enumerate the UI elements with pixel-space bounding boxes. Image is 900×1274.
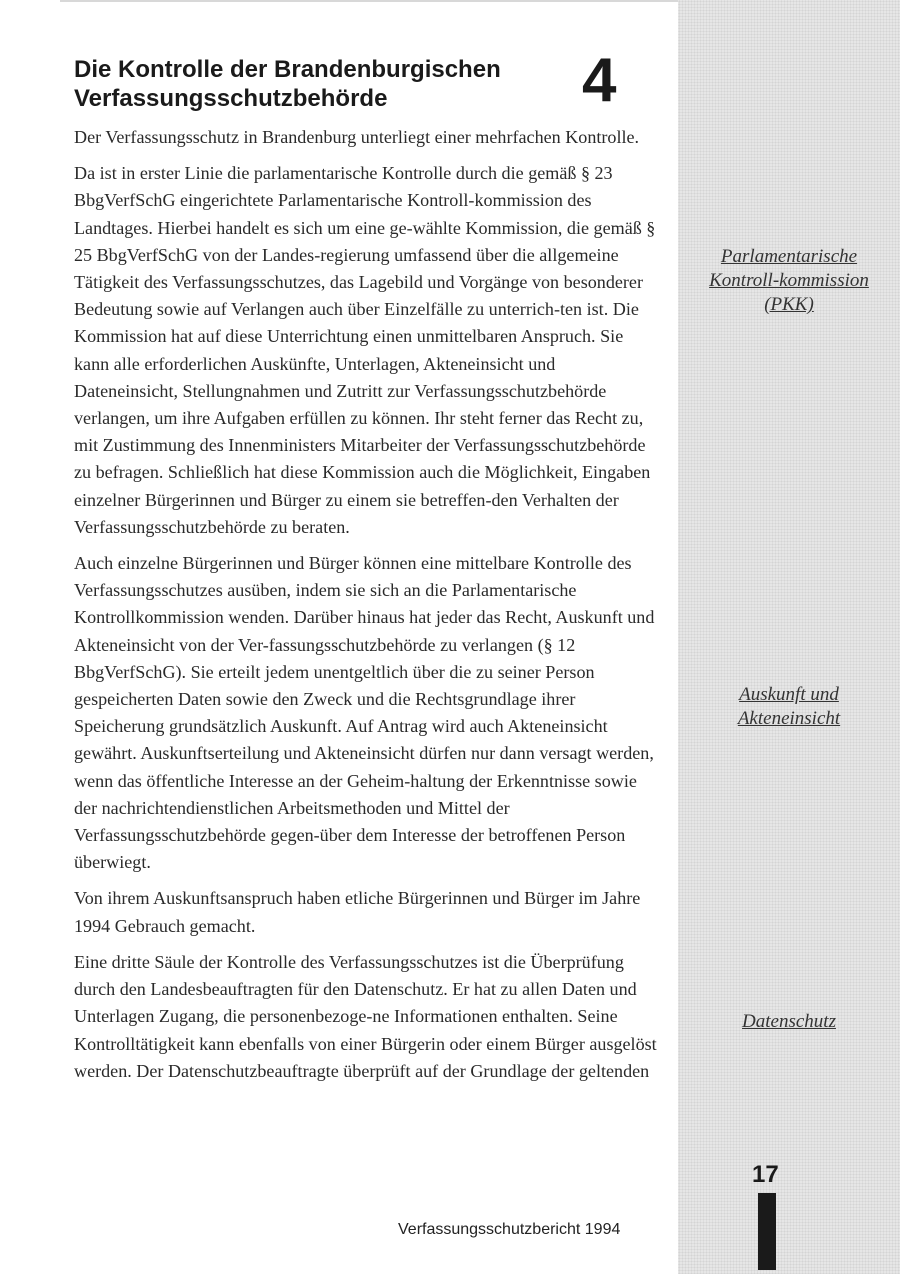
chapter-title-line2: Verfassungsschutzbehörde — [74, 85, 388, 112]
paragraph-1994: Von ihrem Auskunftsanspruch haben etliche Bürgerinnen und Bürger im Jahre 1994 Gebrauch gemacht. — [74, 888, 641, 936]
margin-note-datenschutz: Datenschutz — [742, 1011, 836, 1032]
paragraph-intro: Der Verfassungsschutz in Brandenburg unterliegt einer mehrfachen Kontrolle. — [74, 127, 640, 147]
chapter-number: 4 — [582, 46, 617, 115]
margin-column — [678, 0, 900, 1274]
chapter-title — [74, 55, 574, 113]
page-footer: Verfassungsschutzbericht 1994 — [398, 1221, 621, 1238]
margin-note-pkk: Parlamentarische Kontroll-kommission (PKK) — [709, 246, 869, 315]
paragraph-pkk: Da ist in erster Linie die parlamentarische Kontrolle durch die gemäß § 23 BbgVerfSchG eingerichtete Parlamentarische Kontroll-kommission des Landtages. Hierbei handelt es sich um eine ge-wählte Kommission, die gemäß § 25 BbgVerfSchG von der Landes-regierung umfassend über die allgemeine Tätigkeit des Verfassungsschutzes, das Lagebild und Vorgänge von besonderer Bedeutung sowie auf Verlangen auch über Einzelfälle zu unterrich-ten ist. Die Kommission hat auf diese Unterrichtung einen unmittelbaren Anspruch. Sie kann alle erforderlichen Auskünfte, Unterlagen, Akteneinsicht und Dateneinsicht, Stellungnahmen und Zutritt zur Verfassungsschutzbehörde verlangen, um ihre Aufgaben erfüllen zu können. Ihr steht ferner das Recht zu, mit Zustimmung des Innenministers Mitarbeiter der Verfassungsschutzbehörde zu befragen. Schließlich hat diese Kommission auch die Möglichkeit, Eingaben einzelner Bürgerinnen und Bürger zu einem sie betreffen-den Verhalten der Verfassungsschutzbehörde zu beraten. — [74, 163, 656, 537]
top-divider — [60, 0, 680, 2]
page-number: 17 — [752, 1161, 779, 1188]
margin-note-auskunft: Auskunft und Akteneinsicht — [737, 684, 841, 729]
chapter-title-line1: Die Kontrolle der Brandenburgischen — [74, 56, 501, 83]
body-text — [74, 124, 659, 1094]
page-marker-bar — [758, 1193, 776, 1270]
paragraph-datenschutz: Eine dritte Säule der Kontrolle des Verfassungsschutzes ist die Überprüfung durch den Landesbeauftragten für den Datenschutz. Er hat zu allen Daten und Unterlagen Zugang, die personenbezoge-ne Informationen enthalten. Seine Kontrolltätigkeit kann ebenfalls von einer Bürgerin oder einem Bürger ausgelöst werden. Der Datenschutzbeauftragte überprüft auf der Grundlage der geltenden — [74, 951, 657, 1081]
paragraph-auskunft: Auch einzelne Bürgerinnen und Bürger können eine mittelbare Kontrolle des Verfassungsschutzes ausüben, indem sie sich an die Parlamentarische Kontrollkommission wenden. Darüber hinaus hat jeder das Recht, Auskunft und Akteneinsicht von der Ver-fassungsschutzbehörde zu verlangen (§ 12 BbgVerfSchG). Sie erteilt jedem unentgeltlich über die zu seiner Person gespeicherten Daten sowie den Zweck und die Rechtsgrundlage ihrer Speicherung grundsätzlich Auskunft. Auf Antrag wird auch Akteneinsicht gewährt. Auskunftserteilung und Akteneinsicht dürfen nur dann versagt werden, wenn das öffentliche Interesse an der Geheim-haltung der Erkenntnisse sowie der nachrichtendienstlichen Arbeitsmethoden und Mittel der Verfassungsschutzbehörde gegen-über dem Interesse der betroffenen Person überwiegt. — [74, 553, 655, 873]
